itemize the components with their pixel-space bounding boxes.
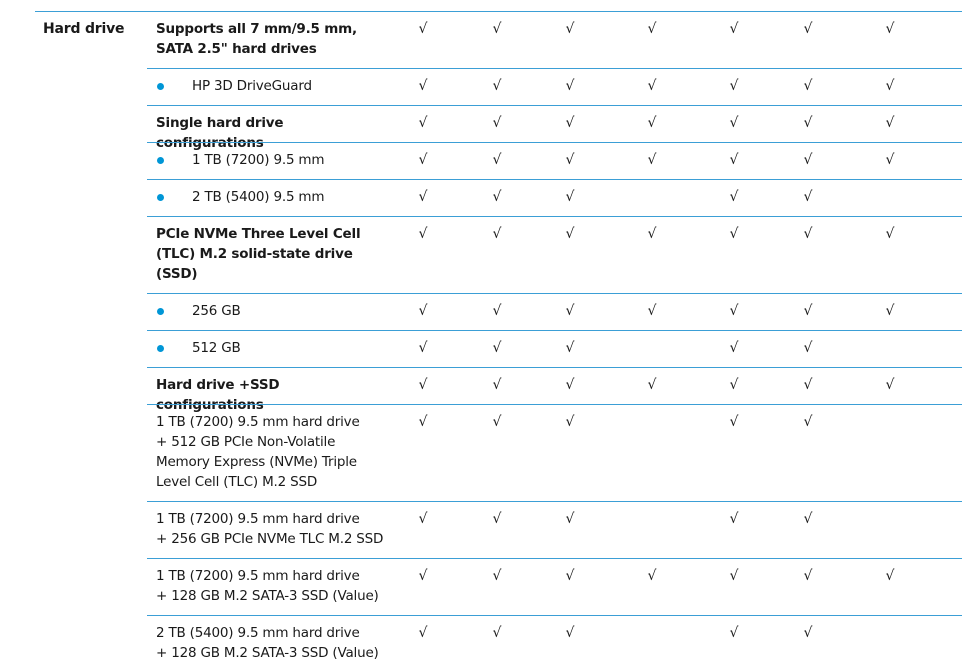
check-mark-icon: √ bbox=[565, 568, 575, 584]
row-label-line: Memory Express (NVMe) Triple bbox=[156, 454, 357, 470]
check-mark-icon: √ bbox=[492, 625, 502, 641]
check-mark-icon: √ bbox=[729, 152, 739, 168]
check-mark-icon: √ bbox=[492, 115, 502, 131]
row-label-line: PCIe NVMe Three Level Cell bbox=[156, 226, 361, 242]
row-label-line: + 512 GB PCIe Non-Volatile bbox=[156, 434, 336, 450]
check-mark-icon: √ bbox=[803, 115, 813, 131]
check-mark-icon: √ bbox=[418, 568, 428, 584]
check-mark-icon: √ bbox=[729, 303, 739, 319]
check-mark-icon: √ bbox=[729, 340, 739, 356]
check-mark-icon: √ bbox=[803, 625, 813, 641]
row-divider bbox=[147, 501, 962, 502]
row-label-line: SATA 2.5" hard drives bbox=[156, 41, 317, 57]
check-mark-icon: √ bbox=[565, 189, 575, 205]
row-divider bbox=[147, 105, 962, 106]
check-mark-icon: √ bbox=[885, 78, 895, 94]
row-label bbox=[156, 623, 391, 663]
check-mark-icon: √ bbox=[492, 511, 502, 527]
row-label-line: Level Cell (TLC) M.2 SSD bbox=[156, 474, 318, 490]
check-mark-icon: √ bbox=[885, 152, 895, 168]
row-label-line: 2 TB (5400) 9.5 mm bbox=[192, 189, 325, 205]
row-label-line: 1 TB (7200) 9.5 mm bbox=[192, 152, 325, 168]
check-mark-icon: √ bbox=[803, 511, 813, 527]
check-mark-icon: √ bbox=[729, 78, 739, 94]
check-mark-icon: √ bbox=[565, 377, 575, 393]
check-mark-icon: √ bbox=[647, 115, 657, 131]
check-mark-icon: √ bbox=[565, 511, 575, 527]
check-mark-icon: √ bbox=[418, 625, 428, 641]
check-mark-icon: √ bbox=[492, 78, 502, 94]
check-mark-icon: √ bbox=[418, 226, 428, 242]
check-mark-icon: √ bbox=[492, 568, 502, 584]
check-mark-icon: √ bbox=[803, 21, 813, 37]
check-mark-icon: √ bbox=[729, 115, 739, 131]
row-divider bbox=[147, 615, 962, 616]
row-label bbox=[192, 76, 427, 96]
row-label-line: 256 GB bbox=[192, 303, 241, 319]
row-label-line: 1 TB (7200) 9.5 mm hard drive bbox=[156, 511, 360, 527]
row-label bbox=[192, 301, 427, 321]
check-mark-icon: √ bbox=[418, 21, 428, 37]
spec-table bbox=[147, 11, 962, 671]
check-mark-icon: √ bbox=[565, 78, 575, 94]
check-mark-icon: √ bbox=[565, 303, 575, 319]
check-mark-icon: √ bbox=[885, 21, 895, 37]
row-label bbox=[156, 509, 391, 549]
check-mark-icon: √ bbox=[803, 340, 813, 356]
row-divider bbox=[147, 330, 962, 331]
row-label-line: 1 TB (7200) 9.5 mm hard drive bbox=[156, 568, 360, 584]
check-mark-icon: √ bbox=[565, 152, 575, 168]
row-label-line: + 128 GB M.2 SATA-3 SSD (Value) bbox=[156, 645, 379, 661]
check-mark-icon: √ bbox=[647, 152, 657, 168]
check-mark-icon: √ bbox=[729, 377, 739, 393]
check-mark-icon: √ bbox=[729, 414, 739, 430]
check-mark-icon: √ bbox=[803, 568, 813, 584]
check-mark-icon: √ bbox=[885, 377, 895, 393]
row-label-line: HP 3D DriveGuard bbox=[192, 78, 312, 94]
check-mark-icon: √ bbox=[803, 189, 813, 205]
row-divider bbox=[147, 179, 962, 180]
check-mark-icon: √ bbox=[418, 115, 428, 131]
check-mark-icon: √ bbox=[729, 625, 739, 641]
bullet-icon bbox=[157, 83, 164, 90]
row-divider bbox=[147, 367, 962, 368]
check-mark-icon: √ bbox=[565, 21, 575, 37]
check-mark-icon: √ bbox=[418, 303, 428, 319]
row-label bbox=[156, 19, 391, 59]
check-mark-icon: √ bbox=[885, 303, 895, 319]
check-mark-icon: √ bbox=[647, 226, 657, 242]
row-label-line: (TLC) M.2 solid-state drive bbox=[156, 246, 353, 262]
check-mark-icon: √ bbox=[803, 414, 813, 430]
check-mark-icon: √ bbox=[418, 377, 428, 393]
check-mark-icon: √ bbox=[418, 511, 428, 527]
check-mark-icon: √ bbox=[803, 152, 813, 168]
row-divider bbox=[147, 142, 962, 143]
check-mark-icon: √ bbox=[492, 21, 502, 37]
bullet-icon bbox=[157, 157, 164, 164]
check-mark-icon: √ bbox=[729, 511, 739, 527]
row-divider bbox=[147, 293, 962, 294]
check-mark-icon: √ bbox=[492, 414, 502, 430]
row-label-line: Supports all 7 mm/9.5 mm, bbox=[156, 21, 357, 37]
bullet-icon bbox=[157, 308, 164, 315]
row-divider bbox=[147, 558, 962, 559]
bullet-icon bbox=[157, 194, 164, 201]
row-label bbox=[156, 412, 391, 492]
check-mark-icon: √ bbox=[565, 414, 575, 430]
check-mark-icon: √ bbox=[803, 226, 813, 242]
section-label: Hard drive bbox=[43, 21, 125, 37]
row-label bbox=[156, 224, 391, 284]
row-label-line: + 128 GB M.2 SATA-3 SSD (Value) bbox=[156, 588, 379, 604]
row-label bbox=[156, 566, 391, 606]
row-divider bbox=[147, 68, 962, 69]
row-label bbox=[192, 338, 427, 358]
check-mark-icon: √ bbox=[492, 152, 502, 168]
check-mark-icon: √ bbox=[492, 377, 502, 393]
check-mark-icon: √ bbox=[418, 78, 428, 94]
check-mark-icon: √ bbox=[729, 21, 739, 37]
check-mark-icon: √ bbox=[647, 377, 657, 393]
row-label-line: 2 TB (5400) 9.5 mm hard drive bbox=[156, 625, 360, 641]
check-mark-icon: √ bbox=[647, 303, 657, 319]
check-mark-icon: √ bbox=[418, 340, 428, 356]
check-mark-icon: √ bbox=[803, 377, 813, 393]
row-label bbox=[192, 150, 427, 170]
check-mark-icon: √ bbox=[647, 78, 657, 94]
check-mark-icon: √ bbox=[565, 625, 575, 641]
row-label-line: Single hard drive configurations bbox=[156, 115, 284, 151]
row-label-line: (SSD) bbox=[156, 266, 198, 282]
check-mark-icon: √ bbox=[565, 226, 575, 242]
check-mark-icon: √ bbox=[729, 226, 739, 242]
check-mark-icon: √ bbox=[565, 115, 575, 131]
check-mark-icon: √ bbox=[647, 568, 657, 584]
row-label-line: 512 GB bbox=[192, 340, 241, 356]
row-label-line: + 256 GB PCIe NVMe TLC M.2 SSD bbox=[156, 531, 384, 547]
check-mark-icon: √ bbox=[492, 226, 502, 242]
check-mark-icon: √ bbox=[885, 226, 895, 242]
check-mark-icon: √ bbox=[418, 189, 428, 205]
check-mark-icon: √ bbox=[729, 189, 739, 205]
check-mark-icon: √ bbox=[885, 568, 895, 584]
row-label bbox=[156, 375, 391, 415]
bullet-icon bbox=[157, 345, 164, 352]
row-divider bbox=[147, 404, 962, 405]
check-mark-icon: √ bbox=[885, 115, 895, 131]
table-top-rule bbox=[35, 11, 962, 12]
check-mark-icon: √ bbox=[647, 21, 657, 37]
check-mark-icon: √ bbox=[803, 303, 813, 319]
row-label-line: Hard drive +SSD configurations bbox=[156, 377, 280, 413]
check-mark-icon: √ bbox=[418, 414, 428, 430]
check-mark-icon: √ bbox=[729, 568, 739, 584]
row-label bbox=[156, 113, 391, 153]
check-mark-icon: √ bbox=[803, 78, 813, 94]
row-label-line: 1 TB (7200) 9.5 mm hard drive bbox=[156, 414, 360, 430]
check-mark-icon: √ bbox=[565, 340, 575, 356]
row-divider bbox=[147, 216, 962, 217]
check-mark-icon: √ bbox=[492, 340, 502, 356]
row-label bbox=[192, 187, 427, 207]
check-mark-icon: √ bbox=[492, 303, 502, 319]
check-mark-icon: √ bbox=[418, 152, 428, 168]
check-mark-icon: √ bbox=[492, 189, 502, 205]
